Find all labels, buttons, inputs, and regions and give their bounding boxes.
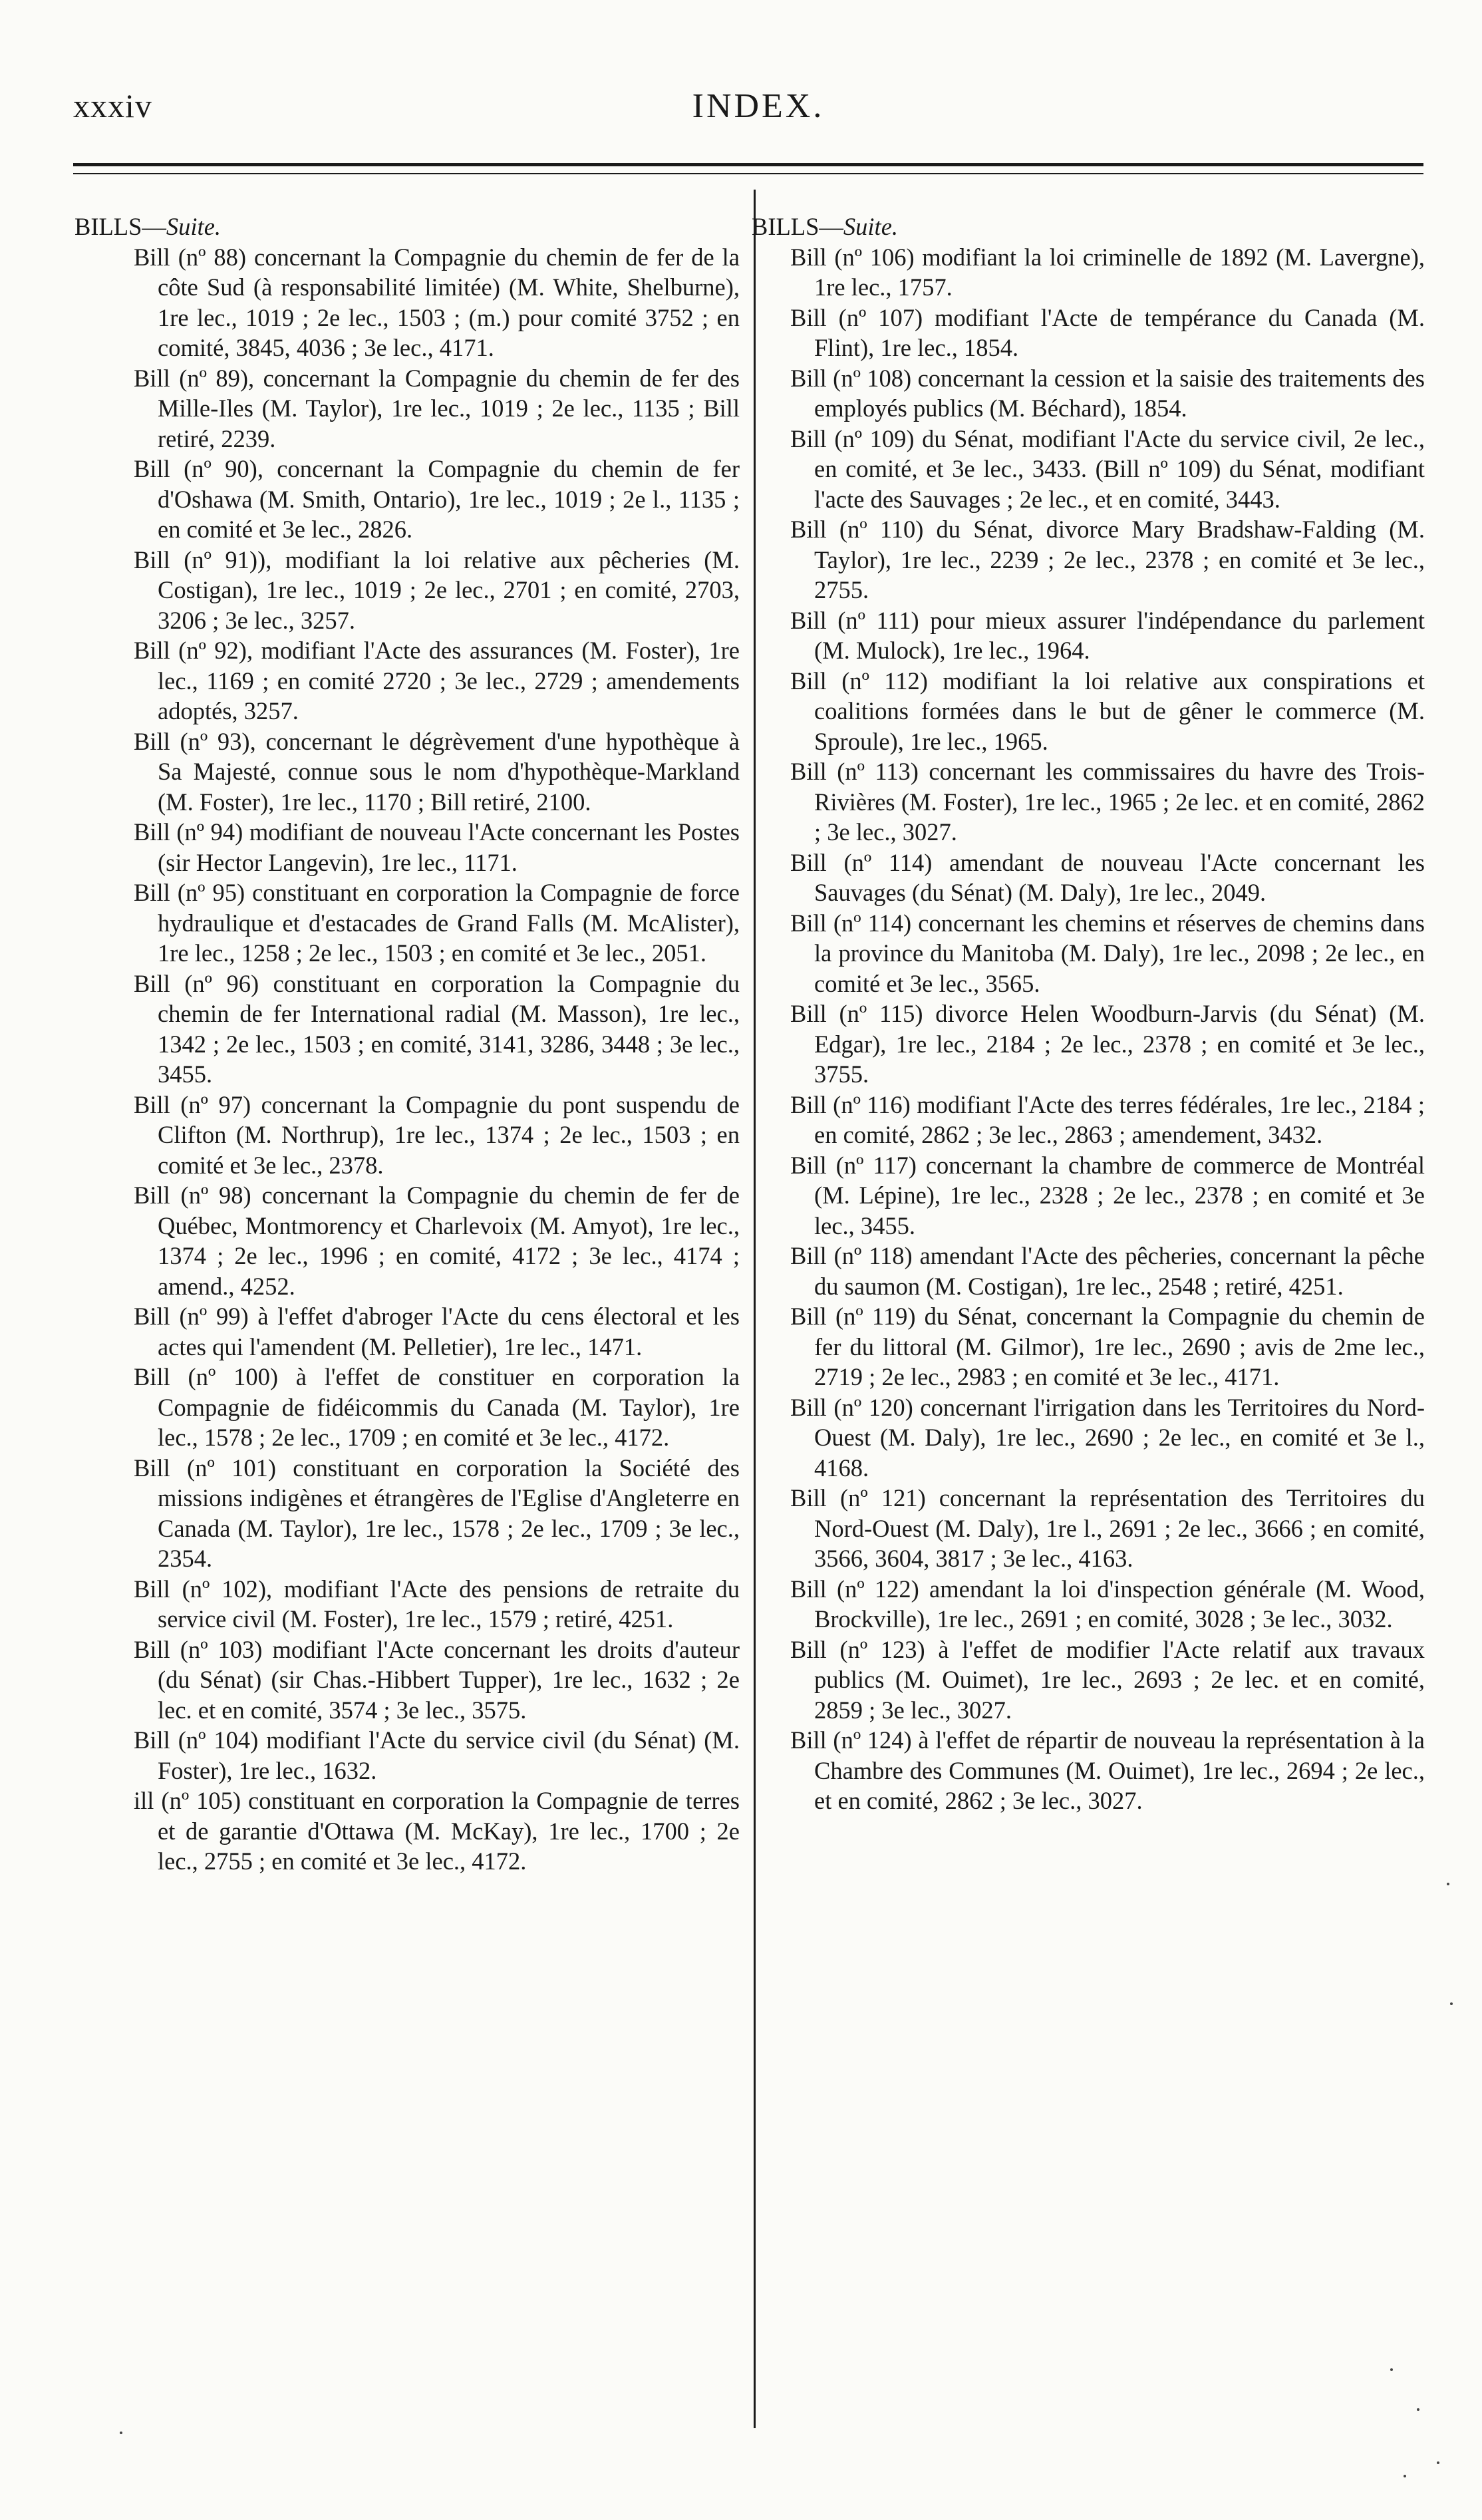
index-entry: Bill (nº 91)), modifiant la loi relative aux pêcheries (M. Costigan), 1re lec., 1019 ; 2e lec., 2701 ; en comité, 2703, 3206 ; 3e lec., 3257. bbox=[134, 546, 740, 634]
page-number: xxxiv bbox=[73, 87, 152, 124]
index-entry: Bill (nº 116) modifiant l'Acte des terres fédérales, 1re lec., 2184 ; en comité, 2862 ; 3e lec., 2863 ; amendement, 3432. bbox=[790, 1090, 1425, 1148]
index-entry: Bill (nº 115) divorce Helen Woodburn-Jarvis (du Sénat) (M. Edgar), 1re lec., 2184 ; 2e lec., 2378 ; en comité et 3e lec., 3755. bbox=[790, 1000, 1425, 1088]
index-entry: Bill (nº 110) du Sénat, divorce Mary Bradshaw-Falding (M. Taylor), 1re lec., 2239 ; 2e lec., 2378 ; en comité et 3e lec., 2755. bbox=[790, 516, 1425, 603]
column-heading-label: BILLS— bbox=[752, 213, 843, 240]
column-heading-sub: Suite. bbox=[166, 213, 222, 240]
index-entry: Bill (nº 100) à l'effet de constituer en corporation la Compagnie de fidéicommis du Canada (M. Taylor), 1re lec., 1578 ; 2e lec., 1709 ; en comité et 3e lec., 4172. bbox=[134, 1363, 740, 1451]
index-entry: Bill (nº 102), modifiant l'Acte des pensions de retraite du service civil (M. Foster), 1re lec., 1579 ; retiré, 4251. bbox=[134, 1575, 740, 1633]
index-entry: Bill (nº 114) amendant de nouveau l'Acte concernant les Sauvages (du Sénat) (M. Daly), 1re lec., 2049. bbox=[790, 848, 1425, 906]
index-entry: Bill (nº 121) concernant la représentation des Territoires du Nord-Ouest (M. Daly), 1re l., 2691 ; 2e lec., 3666 ; en comité, 3566, 3604, 3817 ; 3e lec., 4163. bbox=[790, 1484, 1425, 1572]
index-entry: Bill (nº 111) pour mieux assurer l'indépendance du parlement (M. Mulock), 1re lec., 1964. bbox=[790, 606, 1425, 664]
index-entry: Bill (nº 99) à l'effet d'abroger l'Acte du cens électoral et les actes qui l'amendent (M. Pelletier), 1re lec., 1471. bbox=[134, 1303, 740, 1360]
left-column bbox=[74, 212, 740, 1877]
scan-speck bbox=[1417, 2408, 1419, 2411]
column-heading-sub: Suite. bbox=[843, 213, 899, 240]
scan-speck bbox=[1390, 2368, 1393, 2371]
index-entry: Bill (nº 95) constituant en corporation la Compagnie de force hydraulique et d'estacades de Grand Falls (M. McAlister), 1re lec., 1258 ; 2e lec., 1503 ; en comité et 3e lec., 2051. bbox=[134, 879, 740, 967]
column-heading bbox=[74, 212, 740, 242]
scan-speck bbox=[1447, 1883, 1449, 1885]
index-entry: Bill (nº 98) concernant la Compagnie du chemin de fer de Québec, Montmorency et Charlevoix (M. Amyot), 1re lec., 1374 ; 2e lec., 1996 ; en comité, 4172 ; 3e lec., 4174 ; amend., 4252. bbox=[134, 1181, 740, 1300]
index-entry: Bill (nº 114) concernant les chemins et réserves de chemins dans la province du Manitoba (M. Daly), 1re lec., 2098 ; 2e lec., en comité et 3e lec., 3565. bbox=[790, 909, 1425, 997]
index-entry: Bill (nº 89), concernant la Compagnie du chemin de fer des Mille-Iles (M. Taylor), 1re lec., 1019 ; 2e lec., 1135 ; Bill retiré, 2239. bbox=[134, 364, 740, 452]
index-entry: Bill (nº 92), modifiant l'Acte des assurances (M. Foster), 1re lec., 1169 ; en comité 2720 ; 3e lec., 2729 ; amendements adoptés, 3257. bbox=[134, 637, 740, 724]
index-entry: Bill (nº 101) constituant en corporation la Société des missions indigènes et étrangères de l'Eglise d'Angleterre en Canada (M. Taylor), 1re lec., 1578 ; 2e lec., 1709 ; 3e lec., 2354. bbox=[134, 1454, 740, 1572]
index-entry: Bill (nº 107) modifiant l'Acte de tempérance du Canada (M. Flint), 1re lec., 1854. bbox=[790, 303, 1425, 361]
right-column bbox=[752, 212, 1425, 1816]
column-heading-label: BILLS— bbox=[74, 213, 166, 240]
index-entry: Bill (nº 123) à l'effet de modifier l'Acte relatif aux travaux publics (M. Ouimet), 1re lec., 2693 ; 2e lec. et en comité, 2859 ; 3e lec., 3027. bbox=[790, 1635, 1425, 1724]
scan-speck bbox=[120, 2432, 122, 2434]
index-entry: Bill (nº 119) du Sénat, concernant la Compagnie du chemin de fer du littoral (M. Gilmor), 1re lec., 2690 ; avis de 2me lec., 2719 ; 2e lec., 2983 ; en comité et 3e lec., 4171. bbox=[790, 1303, 1425, 1390]
index-entry: Bill (nº 93), concernant le dégrèvement d'une hypothèque à Sa Majesté, connue sous le nom d'hypothèque-Markland (M. Foster), 1re lec., 1170 ; Bill retiré, 2100. bbox=[134, 727, 740, 816]
index-entry: Bill (nº 117) concernant la chambre de commerce de Montréal (M. Lépine), 1re lec., 2328 ; 2e lec., 2378 ; en comité et 3e lec., 3455. bbox=[790, 1151, 1425, 1239]
index-entry: Bill (nº 104) modifiant l'Acte du service civil (du Sénat) (M. Foster), 1re lec., 1632. bbox=[134, 1726, 740, 1784]
index-entry: Bill (nº 103) modifiant l'Acte concernant les droits d'auteur (du Sénat) (sir Chas.-Hibbert Tupper), 1re lec., 1632 ; 2e lec. et en comité, 3574 ; 3e lec., 3575. bbox=[134, 1635, 740, 1724]
scan-speck bbox=[1404, 2475, 1406, 2477]
index-entry: Bill (nº 120) concernant l'irrigation dans les Territoires du Nord-Ouest (M. Daly), 1re lec., 2690 ; 2e lec., en comité et 3e l., 4168. bbox=[790, 1393, 1425, 1482]
column-heading bbox=[752, 212, 1425, 242]
index-entry: Bill (nº 90), concernant la Compagnie du chemin de fer d'Oshawa (M. Smith, Ontario), 1re lec., 1019 ; 2e l., 1135 ; en comité et 3e lec., 2826. bbox=[134, 455, 740, 543]
index-entry: Bill (nº 106) modifiant la loi criminelle de 1892 (M. Lavergne), 1re lec., 1757. bbox=[790, 243, 1425, 301]
index-entry: Bill (nº 122) amendant la loi d'inspection générale (M. Wood, Brockville), 1re lec., 2691 ; en comité, 3028 ; 3e lec., 3032. bbox=[790, 1575, 1425, 1633]
index-entry: Bill (nº 118) amendant l'Acte des pêcheries, concernant la pêche du saumon (M. Costigan), 1re lec., 2548 ; retiré, 4251. bbox=[790, 1242, 1425, 1300]
index-entry: Bill (nº 88) concernant la Compagnie du chemin de fer de la côte Sud (à responsabilité limitée) (M. White, Shelburne), 1re lec., 1019 ; 2e lec., 1503 ; (m.) pour comité 3752 ; en comité, 3845, 4036 ; 3e lec., 4171. bbox=[134, 243, 740, 361]
index-entry: Bill (nº 97) concernant la Compagnie du pont suspendu de Clifton (M. Northrup), 1re lec., 1374 ; 2e lec., 1503 ; en comité et 3e lec., 2378. bbox=[134, 1090, 740, 1179]
scan-speck bbox=[1437, 2461, 1439, 2464]
index-entry: Bill (nº 113) concernant les commissaires du havre des Trois-Rivières (M. Foster), 1re lec., 1965 ; 2e lec. et en comité, 2862 ; 3e lec., 3027. bbox=[790, 758, 1425, 846]
index-entry: Bill (nº 109) du Sénat, modifiant l'Acte du service civil, 2e lec., en comité, et 3e lec., 3433. (Bill nº 109) du Sénat, modifiant l'acte des Sauvages ; 2e lec., et en comité, 3443. bbox=[790, 424, 1425, 513]
index-entry: Bill (nº 94) modifiant de nouveau l'Acte concernant les Postes (sir Hector Langevin), 1re lec., 1171. bbox=[134, 818, 740, 876]
page-header bbox=[73, 86, 1443, 140]
index-entry: ill (nº 105) constituant en corporation la Compagnie de terres et de garantie d'Ottawa (M. McKay), 1re lec., 1700 ; 2e lec., 2755 ; en comité et 3e lec., 4172. bbox=[134, 1787, 740, 1875]
index-entry: Bill (nº 108) concernant la cession et la saisie des traitements des employés publics (M. Béchard), 1854. bbox=[790, 364, 1425, 422]
index-entry: Bill (nº 124) à l'effet de répartir de nouveau la représentation à la Chambre des Communes (M. Ouimet), 1re lec., 2694 ; 2e lec., et en comité, 2862 ; 3e lec., 3027. bbox=[790, 1726, 1425, 1814]
header-rule-thick bbox=[73, 163, 1423, 166]
header-rule-thin bbox=[73, 173, 1423, 174]
index-entry: Bill (nº 96) constituant en corporation la Compagnie du chemin de fer International radial (M. Masson), 1re lec., 1342 ; 2e lec., 1503 ; en comité, 3141, 3286, 3448 ; 3e lec., 3455. bbox=[134, 969, 740, 1088]
scan-speck bbox=[1450, 2002, 1453, 2005]
index-entry: Bill (nº 112) modifiant la loi relative aux conspirations et coalitions formées dans le but de gêner le commerce (M. Sproule), 1re lec., 1965. bbox=[790, 667, 1425, 755]
page-title: INDEX. bbox=[692, 87, 825, 125]
